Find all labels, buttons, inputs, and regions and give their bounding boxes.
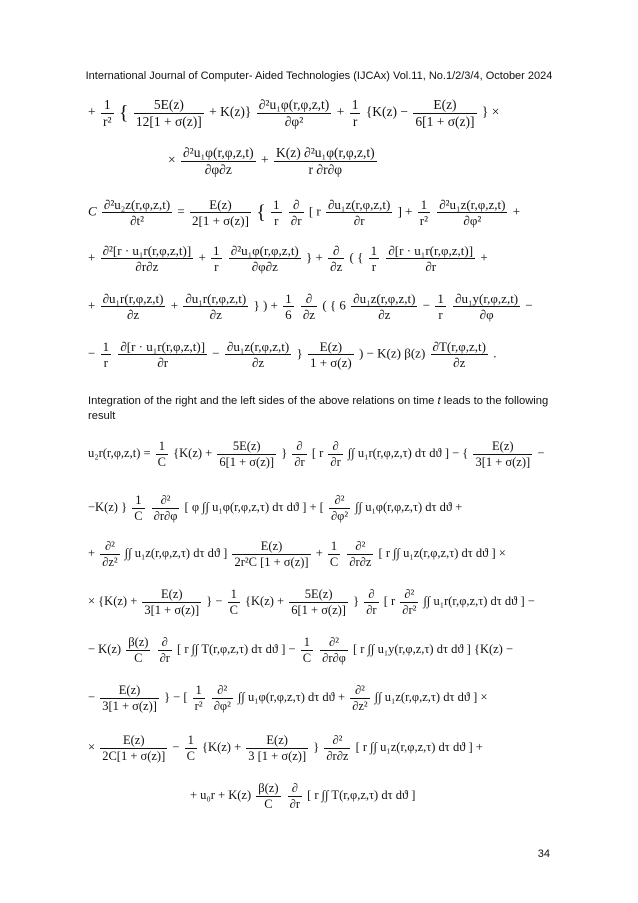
fraction: $\frac{\partial}{\partial z}$ [330, 243, 343, 274]
fraction: $\frac{\text{∂²u₁φ(r,φ,z,t)}}{\text{∂φ²}}$ [258, 97, 330, 129]
equation-line [168, 146, 379, 176]
eq-op: [ r [311, 445, 324, 460]
eq-op: − [422, 297, 431, 313]
fraction: $\frac{E(z)}{\text{2r²C [1 + σ(z)]}}$ [234, 539, 309, 569]
fraction: $\frac{1}{\text{r²}}$ [419, 197, 428, 228]
fraction: $\frac{1}{r}$ [437, 291, 444, 322]
eq-op: C [88, 203, 97, 219]
eq-op: . [493, 345, 497, 361]
eq-op: ∫∫ u₁z(r,φ,z,τ) dτ dϑ ] [124, 545, 228, 560]
eq-op: + [336, 104, 345, 120]
equation-line [88, 636, 513, 664]
eq-op: + [260, 152, 269, 168]
fraction: $\frac{1}{\text{r²}}$ [103, 97, 112, 129]
eq-op: {K(z) + [173, 445, 213, 460]
fraction: $\frac{1}{r}$ [273, 197, 280, 228]
fraction: $\frac{\text{∂²}}{\partial r\partial\varphi}$ [322, 635, 346, 665]
fraction: $\frac{1}{C}$ [134, 493, 143, 523]
fraction: $\frac{\partial T(r,\varphi,z,t)}{\partial z}$ [432, 339, 486, 370]
fraction: $\frac{\beta(z)}{C}$ [128, 635, 149, 665]
fraction: $\frac{1}{r}$ [370, 243, 378, 274]
fraction: $\frac{1}{C}$ [329, 539, 339, 569]
fraction: $\frac{\beta(z)}{C}$ [258, 781, 279, 811]
fraction: $\frac{1}{C}$ [229, 587, 238, 617]
eq-op: { [256, 201, 266, 224]
eq-op: − [172, 739, 180, 754]
equation-line [88, 734, 483, 762]
fraction: $\frac{\text{∂[r · u₁r(r,φ,z,t)]}}{\partial r}$ [388, 243, 474, 274]
eq-op: − [537, 445, 545, 460]
eq-op: } + [306, 249, 323, 265]
eq-op: ∫∫ u₁z(r,φ,z,τ) dτ dϑ ] × [374, 689, 488, 704]
eq-op: ∫∫ u₁φ(r,φ,z,τ) dτ dϑ + [237, 689, 346, 704]
eq-op: [ φ ∫∫ u₁φ(r,φ,z,τ) dτ dϑ ] + [ [184, 499, 324, 514]
fraction: $\frac{\partial}{\partial r}$ [330, 439, 341, 469]
eq-op: {K(z) + [202, 739, 242, 754]
eq-op: } [353, 593, 360, 608]
fraction: $\frac{E(z)}{3[1 + \sigma(z)]}$ [144, 587, 200, 617]
eq-op: u₂r(r,φ,z,t) = [88, 445, 151, 460]
eq-op: − [212, 345, 220, 361]
fraction: $\frac{5E(z)}{12[1 + \sigma(z)]}$ [135, 97, 202, 129]
equation-line [190, 782, 415, 810]
fraction: $\frac{\text{∂u₁r(r,φ,z,t)}}{\partial z}$ [102, 291, 164, 322]
equation-line [88, 684, 488, 712]
equation-line [88, 340, 497, 369]
equation-line [88, 540, 506, 568]
eq-op: } − [ [164, 689, 188, 704]
fraction: $\frac{\text{∂u₁r(r,φ,z,t)}}{\partial z}$ [185, 291, 247, 322]
eq-op: − [88, 689, 96, 704]
fraction: $\frac{\text{∂²u₁φ(r,φ,z,t)}}{\partial\varphi\partial z}$ [183, 145, 254, 177]
eq-op: } ) + [253, 297, 278, 313]
fraction: $\frac{1}{\text{r²}}$ [194, 683, 203, 713]
eq-op: } [281, 445, 288, 460]
fraction: $\frac{1}{r}$ [213, 243, 220, 274]
eq-op: + [88, 297, 96, 313]
fraction: $\frac{\text{∂²}}{\text{∂φ²}}$ [330, 493, 349, 523]
fraction: $\frac{\partial}{\partial r}$ [289, 781, 300, 811]
fraction: $\frac{E(z)}{3[1 + \sigma(z)]}$ [475, 439, 531, 469]
eq-op: ) − K(z) β(z) [359, 345, 426, 361]
eq-op: = [177, 203, 185, 219]
body-paragraph: Integration of the right and the left sides of the above relations on time t leads to the following result [88, 395, 549, 422]
fraction: $\frac{\text{∂²[r · u₁r(r,φ,z,t)]}}{\partial r\partial z}$ [102, 243, 192, 274]
fraction: $\frac{1}{C}$ [157, 439, 167, 469]
eq-op: + K(z)} [209, 104, 252, 120]
fraction: $\frac{\text{∂u₁z(r,φ,z,t)}}{\partial r}$ [327, 197, 391, 228]
eq-op: [ r ∫∫ u₁z(r,φ,z,τ) dτ dϑ ] × [378, 545, 506, 560]
fraction: $\frac{\partial}{\partial r}$ [290, 197, 302, 228]
eq-op: { [118, 102, 129, 124]
fraction: $\frac{E(z)}{3[1 + \sigma(z)]}$ [102, 683, 157, 713]
eq-op: [ r ∫∫ u₁z(r,φ,z,τ) dτ dϑ ] + [355, 739, 483, 754]
eq-op: + [512, 203, 521, 219]
eq-op: + u₀r + K(z) [190, 787, 252, 802]
fraction: $\frac{\text{∂²}}{\text{∂r²}}$ [402, 587, 417, 617]
equation-line [88, 244, 488, 273]
eq-op: } [313, 739, 320, 754]
eq-op: − [525, 297, 533, 313]
fraction: $\frac{1}{C}$ [302, 635, 312, 665]
eq-op: ∫∫ u₁r(r,φ,z,τ) dτ dϑ ] − [423, 593, 535, 608]
fraction: $\frac{1}{r}$ [351, 97, 359, 129]
fraction: $\frac{\partial}{\partial r}$ [366, 587, 377, 617]
equation-line [88, 588, 535, 616]
fraction: $\frac{1}{r}$ [102, 339, 110, 370]
fraction: $\frac{\text{∂u₁z(r,φ,z,t)}}{\partial z}$ [353, 291, 416, 322]
fraction: $\frac{\text{∂[r · u₁r(r,φ,z,t)]}}{\partial r}$ [120, 339, 206, 370]
fraction: $\frac{\text{∂²u₁φ(r,φ,z,t)}}{\partial\varphi\partial z}$ [230, 243, 299, 274]
eq-op: + [198, 249, 206, 265]
fraction: $\frac{\partial}{\partial z}$ [302, 291, 316, 322]
fraction: $\frac{1}{C}$ [186, 733, 195, 763]
page-number: 34 [537, 848, 550, 860]
fraction: $\frac{\text{∂²}}{\partial r\partial z}$ [349, 539, 372, 569]
fraction: $\frac{\text{∂²}}{\partial r\partial z}$ [326, 733, 349, 763]
fraction: $\frac{E(z)}{2[1 + \sigma(z)]}$ [192, 197, 249, 228]
equation-line [88, 98, 499, 128]
fraction: $\frac{\partial}{\partial r}$ [159, 635, 170, 665]
eq-op: −K(z) } [88, 499, 128, 514]
eq-op: {K(z) + [245, 593, 285, 608]
eq-op: ∫∫ u₁φ(r,φ,z,τ) dτ dϑ + [355, 499, 463, 514]
eq-op: ( { 6 [322, 297, 346, 313]
fraction: $\frac{E(z)}{6[1 + \sigma(z)]}$ [415, 97, 475, 129]
eq-op: ] + [397, 203, 413, 219]
eq-op: × [88, 739, 96, 754]
fraction: $\frac{\text{∂²}}{\partial r\partial\varphi}$ [153, 493, 178, 523]
fraction: $\frac{\text{∂²}}{\text{∂z²}}$ [102, 539, 118, 569]
eq-op: + [88, 249, 96, 265]
eq-op: + [315, 545, 323, 560]
eq-op: [ r ∫∫ T(r,φ,z,τ) dτ dϑ ] − [177, 641, 296, 656]
fraction: $\frac{\text{∂²u₁z(r,φ,z,t)}}{\text{∂φ²}}$ [439, 197, 506, 228]
eq-op: } [296, 345, 303, 361]
eq-op: [ r [308, 203, 321, 219]
fraction: $\frac{E(z)}{3 [1 + \sigma(z)]}$ [248, 733, 307, 763]
eq-op: } − [206, 593, 223, 608]
fraction: $\frac{\text{∂²u₂z(r,φ,z,t)}}{\text{∂t²}}$ [103, 197, 171, 228]
eq-op: + [480, 249, 488, 265]
eq-op: − [88, 345, 96, 361]
eq-op: × [168, 152, 176, 168]
eq-op: } × [481, 104, 500, 120]
fraction: $\frac{E(z)}{1 + \sigma(z)}$ [309, 339, 352, 370]
eq-op: ( { [349, 249, 364, 265]
eq-op: × {K(z) + [88, 593, 138, 608]
equation-line [88, 440, 544, 468]
fraction: $\frac{\text{∂²}}{\text{∂φ²}}$ [213, 683, 231, 713]
eq-op: + [88, 104, 96, 120]
fraction: $\frac{\partial}{\partial r}$ [294, 439, 305, 469]
eq-op: − K(z) [88, 641, 122, 656]
eq-op: + [170, 297, 179, 313]
equation-line [88, 494, 462, 522]
eq-op: + [88, 545, 96, 560]
fraction: $\frac{1}{6}$ [285, 291, 292, 322]
eq-op: ∫∫ u₁r(r,φ,z,τ) dτ dϑ ] − { [347, 445, 469, 460]
fraction: $\frac{5E(z)}{6[1 + \sigma(z)]}$ [291, 587, 346, 617]
fraction: $\frac{\text{K(z) ∂²u₁φ(r,φ,z,t)}}{r \partial r\partial\varphi}$ [275, 145, 375, 177]
equation-line [88, 292, 533, 321]
fraction: $\frac{\text{∂u₁z(r,φ,z,t)}}{\partial z}$ [226, 339, 290, 370]
fraction: $\frac{E(z)}{2C[1 + \sigma(z)]}$ [102, 733, 166, 763]
journal-header: International Journal of Computer- Aided Technologies (IJCAx) Vol.11, No.1/2/3/4, October 2024 [85, 70, 553, 82]
fraction: $\frac{\text{∂²}}{\text{∂z²}}$ [352, 683, 368, 713]
fraction: $\frac{\text{∂u₁y(r,φ,z,t)}}{\partial\varphi}$ [455, 291, 519, 322]
eq-op: {K(z) − [365, 104, 409, 120]
eq-op: [ r [383, 593, 396, 608]
fraction: $\frac{5E(z)}{6[1 + \sigma(z)]}$ [219, 439, 275, 469]
equation-line [88, 198, 520, 227]
eq-op: [ r ∫∫ u₁y(r,φ,z,τ) dτ dϑ ] {K(z) − [353, 641, 514, 656]
eq-op: [ r ∫∫ T(r,φ,z,τ) dτ dϑ ] [307, 787, 416, 802]
